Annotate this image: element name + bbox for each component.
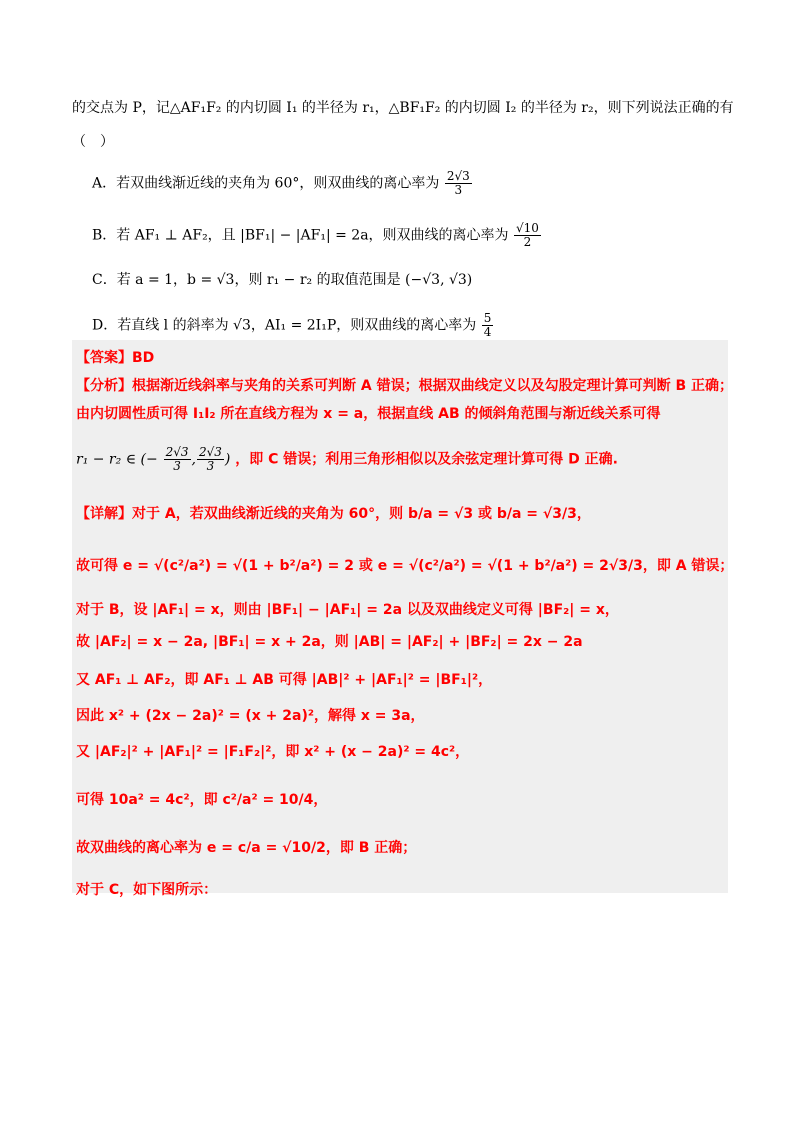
answer-label: 【答案】BD [76,350,155,366]
detail-line-10: 对于 C，如下图所示： [76,882,218,898]
detail-line-9: 故双曲线的离心率为 e = c/a = √10/2，即 B 正确； [76,840,417,856]
intro-line-2: （ ） [72,134,114,150]
analysis-frac-2-den: 3 [206,459,215,473]
analysis-frac-1-num: 2√3 [165,445,189,459]
detail-line-7: 又 |AF₂|² + |AF₁|² = |F₁F₂|²，即 x² + (x − 2a)² = 4c²， [76,744,470,760]
analysis-frac-1-den: 3 [173,459,181,473]
option-b-frac-den: 2 [523,235,532,249]
analysis-line-3-post: ，即 C 错误；利用三角形相似以及余弦定理计算可得 D 正确. [235,451,618,468]
option-a-frac-num: 2√3 [446,169,470,183]
option-d-text: D．若直线 l 的斜率为 √3，AI₁ = 2I₁P，则双曲线的离心率为 [92,317,477,334]
option-b [92,222,542,249]
detail-line-1: 【详解】对于 A，若双曲线渐近线的夹角为 60°，则 b/a = √3 或 b/a = √3/3， [76,506,591,522]
option-d [92,312,494,339]
detail-line-4: 故 |AF₂| = x − 2a, |BF₁| = x + 2a，则 |AB| = |AF₂| + |BF₂| = 2x − 2a [76,634,583,650]
intro-line-1: 的交点为 P，记△AF₁F₂ 的内切圆 I₁ 的半径为 r₁，△BF₁F₂ 的内切圆 I₂ 的半径为 r₂，则下列说法正确的有 [72,100,734,116]
detail-line-6: 因此 x² + (2x − 2a)² = (x + 2a)²，解得 x = 3a， [76,708,425,724]
analysis-comma: , [191,451,196,468]
option-d-fraction [482,312,494,339]
analysis-line-2: 由内切圆性质可得 I₁I₂ 所在直线方程为 x = a，根据直线 AB 的倾斜角范围与渐近线关系可得 [76,406,661,422]
option-a-frac-den: 3 [454,183,463,197]
analysis-range-close: ) [224,451,231,468]
option-a [92,170,473,197]
analysis-frac-2 [197,446,224,473]
option-b-frac-num: √10 [516,221,539,235]
detail-line-2: 故可得 e = √(c²/a²) = √(1 + b²/a²) = 2 或 e = √(c²/a²) = √(1 + b²/a²) = 2√3/3，即 A 错误； [76,558,734,574]
analysis-line-1: 【分析】根据渐近线斜率与夹角的关系可判断 A 错误；根据双曲线定义以及勾股定理计算可判断 B 正确； [76,378,733,394]
option-b-fraction [514,222,541,249]
analysis-frac-1 [164,446,191,473]
analysis-frac-2-num: 2√3 [198,445,222,459]
option-a-text: A．若双曲线渐近线的夹角为 60°，则双曲线的离心率为 [92,175,440,192]
analysis-line-3 [76,446,618,473]
detail-line-5: 又 AF₁ ⊥ AF₂，即 AF₁ ⊥ AB 可得 |AB|² + |AF₁|² = |BF₁|²， [76,672,493,688]
option-a-fraction [445,170,472,197]
detail-line-8: 可得 10a² = 4c²，即 c²/a² = 10/4， [76,792,328,808]
analysis-range-prefix: r₁ − r₂ ∈ (− [76,451,158,468]
option-d-frac-num: 5 [483,311,492,325]
option-c: C．若 a = 1，b = √3，则 r₁ − r₂ 的取值范围是 (−√3, √3) [92,272,473,288]
detail-line-3: 对于 B，设 |AF₁| = x，则由 |BF₁| − |AF₁| = 2a 以及双曲线定义可得 |BF₂| = x， [76,602,619,618]
option-d-frac-den: 4 [483,325,492,339]
option-b-text: B．若 AF₁ ⊥ AF₂，且 |BF₁| − |AF₁| = 2a，则双曲线的离心率为 [92,227,509,244]
